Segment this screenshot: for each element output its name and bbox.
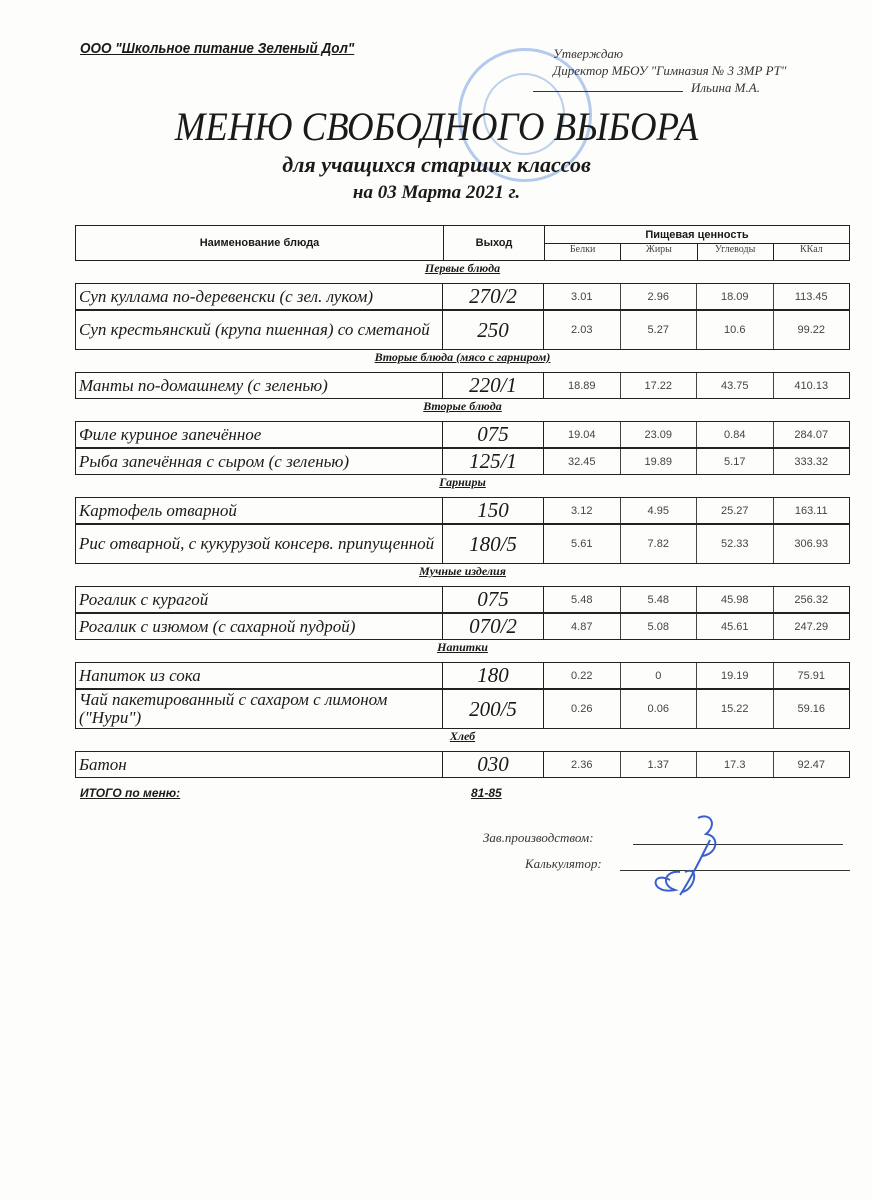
dish-output: 030 xyxy=(443,752,544,777)
protein-value: 5.48 xyxy=(544,587,621,612)
table-row xyxy=(75,372,850,399)
table-row xyxy=(75,662,850,689)
table-row xyxy=(75,689,850,729)
dish-name: Рыба запечённая с сыром (с зеленью) xyxy=(76,449,443,474)
table-row xyxy=(75,497,850,524)
fat-value: 2.96 xyxy=(621,284,698,309)
table-header xyxy=(75,225,850,261)
dish-output: 125/1 xyxy=(443,449,544,474)
kcal-value: 333.32 xyxy=(794,455,829,468)
dish-output: 150 xyxy=(443,498,544,523)
dish-name: Суп куллама по-деревенски (с зел. луком) xyxy=(76,284,443,309)
section-title: Напитки xyxy=(437,640,488,654)
table-body xyxy=(75,261,850,778)
section-title: Гарниры xyxy=(439,475,486,489)
document-body xyxy=(75,225,850,890)
col-kcal-header: ККал xyxy=(800,244,823,255)
protein-value: 3.12 xyxy=(544,498,621,523)
protein-value: 18.89 xyxy=(544,373,621,398)
table-row xyxy=(75,586,850,613)
dish-output: 075 xyxy=(443,587,544,612)
approver-name: Ильина М.А. xyxy=(691,80,760,95)
carbs-value: 45.61 xyxy=(697,614,774,639)
section-title: Вторые блюда (мясо с гарниром) xyxy=(374,350,551,364)
fat-value: 5.08 xyxy=(621,614,698,639)
fat-value: 23.09 xyxy=(621,422,698,447)
section-title: Первые блюда xyxy=(424,261,501,275)
protein-value: 32.45 xyxy=(544,449,621,474)
page-subtitle: для учащихся старших классов xyxy=(282,152,591,177)
calculator-signature xyxy=(525,856,602,872)
carbs-value: 43.75 xyxy=(697,373,774,398)
carbs-value: 52.33 xyxy=(697,525,774,563)
protein-value: 2.36 xyxy=(544,752,621,777)
kcal-value: 247.29 xyxy=(794,620,829,633)
dish-output: 220/1 xyxy=(443,373,544,398)
section-title: Хлеб xyxy=(449,729,476,743)
protein-value: 3.01 xyxy=(544,284,621,309)
kcal-value: 99.22 xyxy=(797,324,826,336)
dish-name: Чай пакетированный с сахаром с лимоном ("Нури") xyxy=(76,690,443,728)
fat-value: 17.22 xyxy=(621,373,698,398)
kcal-value: 256.32 xyxy=(794,593,829,606)
carbs-value: 17.3 xyxy=(697,752,774,777)
col-carbs-header: Углеводы xyxy=(698,244,774,260)
menu-table xyxy=(75,225,850,778)
dish-name: Напиток из сока xyxy=(76,663,443,688)
fat-value: 7.82 xyxy=(621,525,698,563)
kcal-value: 92.47 xyxy=(797,758,826,771)
total-label: ИТОГО по меню: xyxy=(80,786,181,800)
col-output-header: Выход xyxy=(444,226,545,260)
carbs-value: 0.84 xyxy=(697,422,774,447)
dish-name: Рогалик с изюмом (с сахарной пудрой) xyxy=(76,614,443,639)
col-fat-header: Жиры xyxy=(621,244,697,260)
table-row xyxy=(75,310,850,350)
fat-value: 5.48 xyxy=(621,587,698,612)
table-row xyxy=(75,283,850,310)
dish-output: 250 xyxy=(443,311,544,349)
fat-value: 5.27 xyxy=(621,311,698,349)
organization-name: ООО "Школьное питание Зеленый Дол" xyxy=(80,40,355,57)
table-row xyxy=(75,524,850,564)
dish-output: 270/2 xyxy=(443,284,544,309)
dish-name: Батон xyxy=(76,752,443,777)
production-signature xyxy=(483,830,594,846)
kcal-value: 410.13 xyxy=(794,379,829,392)
fat-value: 4.95 xyxy=(621,498,698,523)
dish-name: Рис отварной, с кукурузой консерв. припущенной xyxy=(76,525,443,563)
carbs-value: 45.98 xyxy=(697,587,774,612)
fat-value: 0.06 xyxy=(621,690,698,728)
carbs-value: 18.09 xyxy=(697,284,774,309)
table-row xyxy=(75,421,850,448)
kcal-value: 75.91 xyxy=(797,669,826,682)
col-protein-header: Белки xyxy=(545,244,621,260)
protein-value: 0.26 xyxy=(544,690,621,728)
menu-date: на 03 Марта 2021 г. xyxy=(352,182,521,203)
table-row xyxy=(75,613,850,640)
fat-value: 19.89 xyxy=(621,449,698,474)
dish-name: Картофель отварной xyxy=(76,498,443,523)
approval-block xyxy=(553,45,786,96)
section-title: Вторые блюда xyxy=(423,399,502,413)
approver-title: Директор МБОУ "Гимназия № 3 ЗМР РТ" xyxy=(553,63,787,78)
protein-value: 2.03 xyxy=(544,311,621,349)
fat-value: 0 xyxy=(621,663,698,688)
kcal-value: 163.11 xyxy=(794,504,828,517)
total-row xyxy=(75,786,850,806)
table-row xyxy=(75,448,850,475)
fat-value: 1.37 xyxy=(621,752,698,777)
protein-value: 5.61 xyxy=(544,525,621,563)
col-nutrition-header: Пищевая ценность xyxy=(545,226,849,244)
col-name-header: Наименование блюда xyxy=(76,226,444,260)
dish-name: Суп крестьянский (крупа пшенная) со сметаной xyxy=(76,311,443,349)
carbs-value: 10.6 xyxy=(697,311,774,349)
kcal-value: 113.45 xyxy=(794,290,828,303)
dish-output: 180/5 xyxy=(443,525,544,563)
page-title: МЕНЮ СВОБОДНОГО ВЫБОРА xyxy=(174,104,699,149)
table-row xyxy=(75,751,850,778)
protein-value: 0.22 xyxy=(544,663,621,688)
kcal-value: 59.16 xyxy=(797,703,826,715)
production-label: Зав.производством: xyxy=(483,830,594,845)
carbs-value: 19.19 xyxy=(697,663,774,688)
calculator-label: Калькулятор: xyxy=(525,856,602,871)
carbs-value: 5.17 xyxy=(697,449,774,474)
dish-output: 070/2 xyxy=(443,614,544,639)
approve-label: Утверждаю xyxy=(553,46,624,61)
signature-line xyxy=(533,91,683,92)
kcal-value: 284.07 xyxy=(794,428,829,441)
carbs-value: 25.27 xyxy=(697,498,774,523)
handwritten-signature xyxy=(640,810,740,905)
protein-value: 19.04 xyxy=(544,422,621,447)
dish-output: 075 xyxy=(443,422,544,447)
dish-name: Филе куриное запечённое xyxy=(76,422,443,447)
protein-value: 4.87 xyxy=(544,614,621,639)
section-title: Мучные изделия xyxy=(419,564,506,578)
total-value: 81-85 xyxy=(471,786,502,800)
carbs-value: 15.22 xyxy=(697,690,774,728)
dish-name: Манты по-домашнему (с зеленью) xyxy=(76,373,443,398)
kcal-value: 306.93 xyxy=(794,538,829,550)
dish-output: 180 xyxy=(443,663,544,688)
dish-output: 200/5 xyxy=(443,690,544,728)
signatures-block xyxy=(75,820,850,890)
dish-name: Рогалик с курагой xyxy=(76,587,443,612)
